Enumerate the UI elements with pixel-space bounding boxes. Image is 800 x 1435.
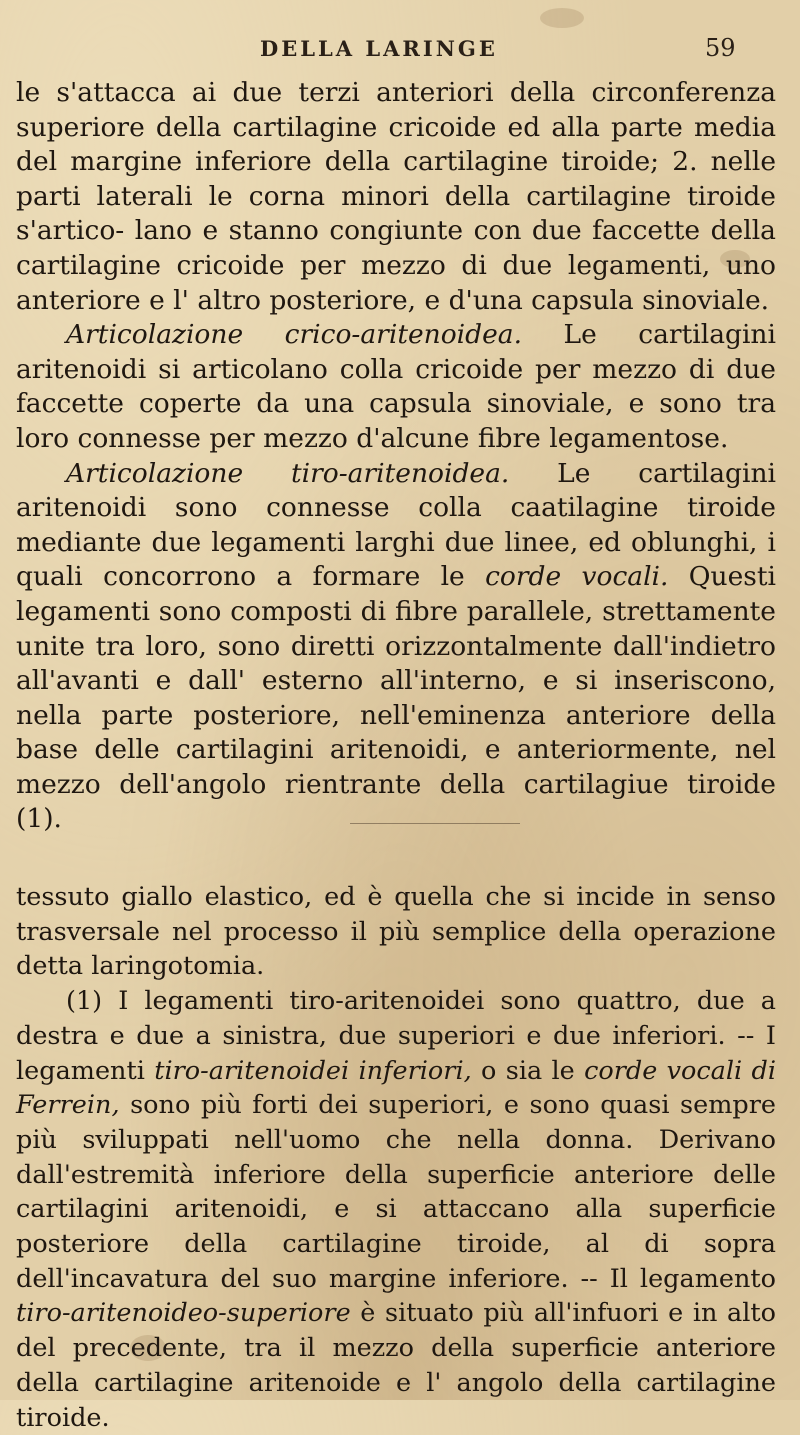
- text-run: Le cartilagini aritenoidi si articolano colla cricoide per mezzo di due faccette coperte da una capsula sinoviale, e sono tra loro connesse per mezzo d'alcune fibre legamentose.: [16, 319, 776, 454]
- section-heading-thyro-arytenoid: Articolazione tiro-aritenoidea.: [66, 457, 510, 489]
- text-run: sono più forti dei superiori, e sono quasi sempre più sviluppati nell'uomo che nella donna. Derivano dall'estremità inferiore della superficie anteriore delle cartilagini aritenoidi, e si attaccano alla superficie posteriore della cartilagine tiroide, al di sopra dell'incavatura del suo margine inferiore. -- Il legamento: [16, 1090, 776, 1294]
- term-superior-ligament: tiro-aritenoideo-superiore: [16, 1298, 351, 1329]
- running-head: DELLA LARINGE: [260, 36, 498, 61]
- section-heading-crico-arytenoid: Articolazione crico-aritenoidea.: [66, 319, 523, 351]
- paragraph-thyro-arytenoid: [16, 457, 776, 838]
- term-inferior-ligaments: tiro-aritenoidei inferiori,: [154, 1055, 472, 1086]
- paper-stain: [540, 8, 584, 28]
- footnotes: [16, 880, 776, 1435]
- page-header: [0, 34, 800, 74]
- paragraph-larynx-ligaments: [16, 76, 776, 318]
- text-run: è situato più all'infuori e in alto del precedente, tra il mezzo della superficie anteriore della cartilagine aritenoide e l' angolo della cartilagine tiroide.: [16, 1298, 776, 1433]
- term-ferrein-cords: corde vocali di Ferrein,: [16, 1055, 776, 1121]
- footnote-continuation: [16, 880, 776, 984]
- text-run: le s'attacca ai due terzi anteriori della circonferenza superiore della cartilagine cricoide ed alla parte media del margine inferiore della cartilagine tiroide; 2. nelle parti laterali le corna minori della cartilagine tiroide s'artico- lano e stanno congiunte con due faccette della cartilagine cricoide per mezzo di due legamenti, uno anteriore e l' altro posteriore, e d'una capsula sinoviale.: [16, 77, 776, 316]
- paragraph-crico-arytenoid: [16, 318, 776, 456]
- text-run: o sia le: [471, 1055, 585, 1086]
- footnote-divider: [350, 823, 520, 824]
- main-text: [16, 76, 776, 837]
- term-vocal-cords: corde vocali.: [485, 561, 669, 593]
- footnote-1: [16, 984, 776, 1435]
- page-number: 59: [705, 34, 736, 62]
- text-run: tessuto giallo elastico, ed è quella che si incide in senso trasversale nel processo il più semplice della operazione detta laringotomia.: [16, 882, 776, 982]
- text-run: Le cartilagini aritenoidi sono connesse colla caatilagine tiroide mediante due legamenti larghi due linee, ed oblunghi, i quali concorrono a formare le: [16, 457, 776, 593]
- text-run: (1) I legamenti tiro-aritenoidei sono quattro, due a destra e due a sinistra, due superiori e due inferiori. -- I legamenti: [16, 986, 776, 1086]
- text-run: Questi legamenti sono composti di fibre parallele, strettamente unite tra loro, sono diretti orizzontalmente dall'indietro all'avanti e dall' esterno all'interno, e si inseriscono, nella parte posteriore, nell'eminenza anteriore della base delle cartilagini aritenoidi, e anteriormente, nel mezzo dell'angolo rientrante della cartilagiue tiroide (1).: [16, 561, 776, 835]
